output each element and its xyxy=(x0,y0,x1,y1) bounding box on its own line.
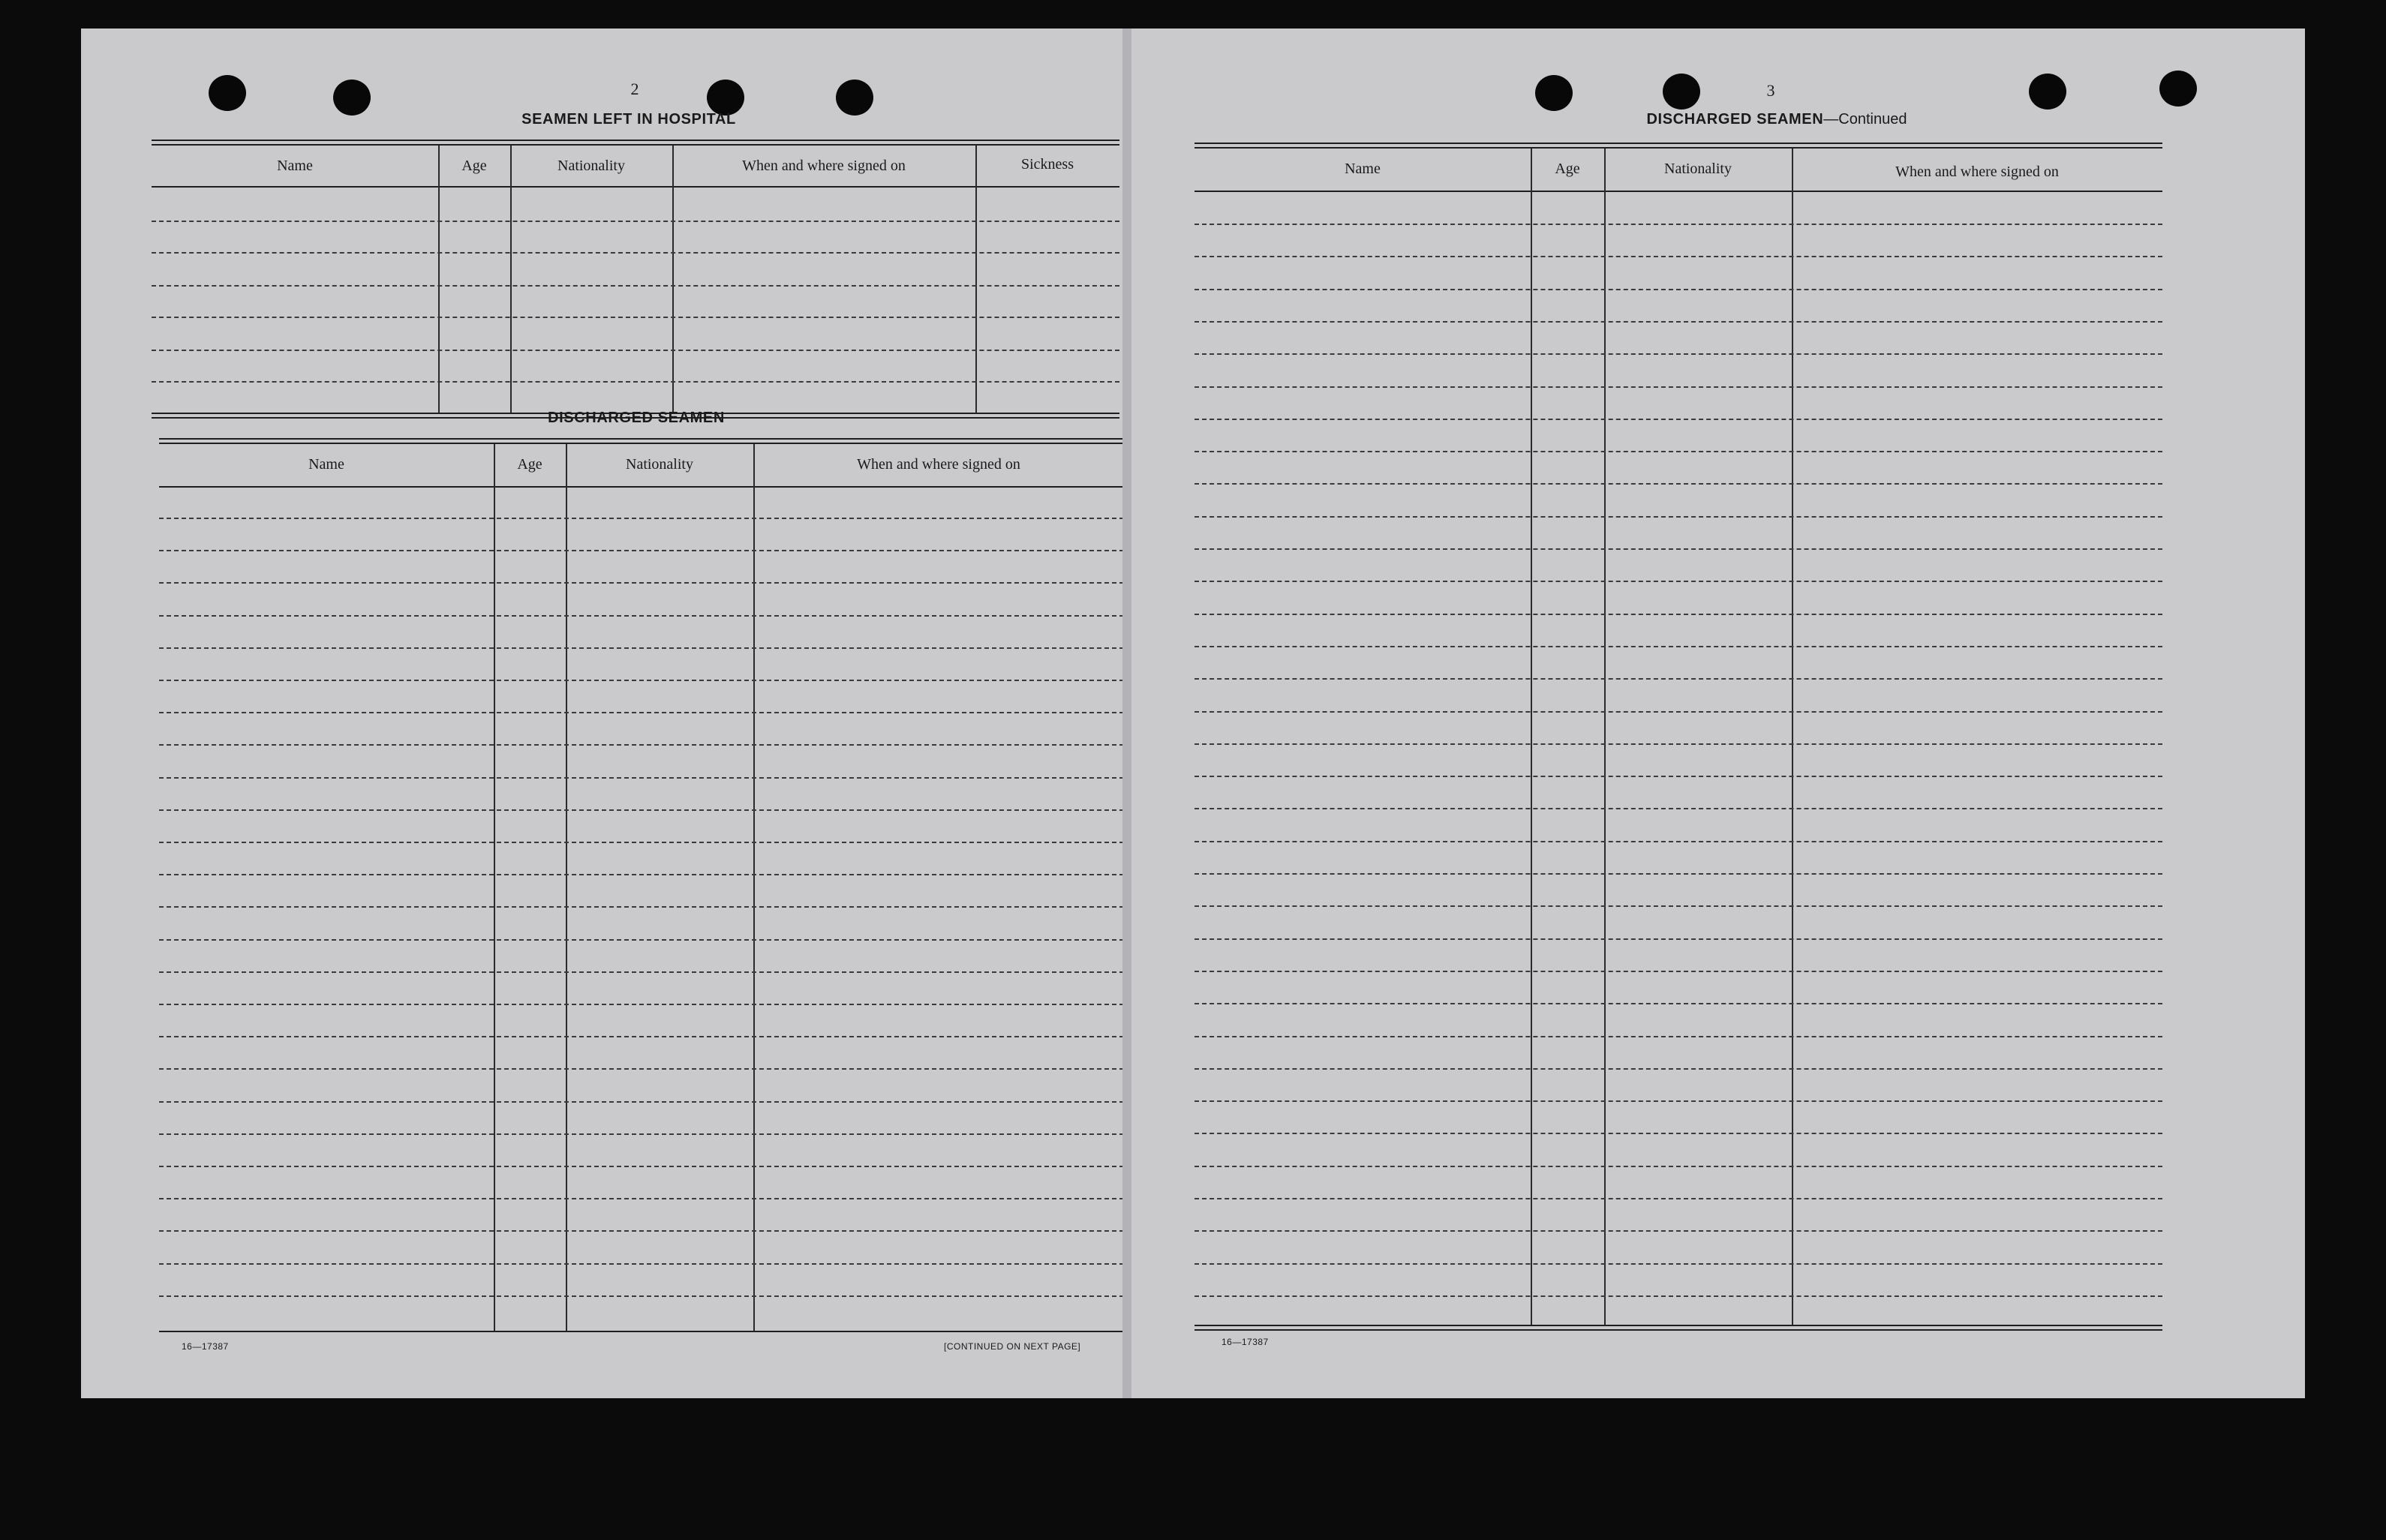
table-row xyxy=(1195,938,2162,940)
table-row xyxy=(159,939,1124,941)
table-row xyxy=(1195,1263,2162,1265)
punch-hole xyxy=(333,80,371,116)
table-row xyxy=(1195,1100,2162,1102)
table-row xyxy=(159,906,1124,908)
form-number: 16—17387 xyxy=(182,1341,229,1352)
page-gutter xyxy=(1122,29,1131,1398)
punch-hole xyxy=(707,80,744,116)
table-row xyxy=(159,1166,1124,1167)
table-row xyxy=(1195,1133,2162,1134)
table-row xyxy=(159,1230,1124,1232)
column-header-signed-on: When and where signed on xyxy=(742,158,906,174)
column-header-nationality: Nationality xyxy=(557,158,625,174)
table-row xyxy=(1195,451,2162,452)
table-row xyxy=(152,285,1119,287)
table-row xyxy=(1195,711,2162,713)
table-row xyxy=(159,680,1124,681)
table-row xyxy=(159,971,1124,973)
table-row xyxy=(159,744,1124,746)
column-header-age: Age xyxy=(1555,161,1580,177)
column-header-sickness: Sickness xyxy=(1021,156,1074,173)
column-header-name: Name xyxy=(1345,161,1381,177)
punch-hole xyxy=(2159,71,2197,107)
table-row xyxy=(1195,614,2162,615)
hospital-section-title: SEAMEN LEFT IN HOSPITAL xyxy=(521,111,736,128)
table-row xyxy=(159,550,1124,551)
table-row xyxy=(1195,321,2162,323)
table-row xyxy=(1195,419,2162,420)
page-number: 3 xyxy=(1766,81,1775,100)
table-row xyxy=(1195,256,2162,257)
column-header-name: Name xyxy=(308,456,344,473)
left-page xyxy=(81,29,1122,1398)
column-header-age: Age xyxy=(517,456,542,473)
discharged-section-title: DISCHARGED SEAMEN xyxy=(548,410,725,426)
table-row xyxy=(159,712,1124,713)
table-row xyxy=(1195,646,2162,647)
table-row xyxy=(159,874,1124,875)
table-row xyxy=(1195,581,2162,582)
table-row xyxy=(159,518,1124,519)
table-row xyxy=(1195,386,2162,388)
table-row xyxy=(1195,1003,2162,1004)
table-row xyxy=(159,1101,1124,1103)
table-row xyxy=(1195,841,2162,842)
table-row xyxy=(159,809,1124,811)
discharged-table xyxy=(159,438,1124,1335)
table-row xyxy=(159,1295,1124,1297)
table-row xyxy=(159,1133,1124,1135)
table-row xyxy=(1195,776,2162,777)
scanned-document xyxy=(81,29,2305,1398)
table-row xyxy=(1195,743,2162,745)
table-row xyxy=(1195,808,2162,809)
table-row xyxy=(159,1004,1124,1005)
table-row xyxy=(159,582,1124,584)
table-row xyxy=(1195,1068,2162,1070)
table-row xyxy=(159,1263,1124,1265)
discharged-continued-table xyxy=(1195,143,2162,1331)
page-number: 2 xyxy=(630,80,639,98)
table-row xyxy=(1195,1230,2162,1232)
table-row xyxy=(1195,353,2162,355)
table-row xyxy=(1195,224,2162,225)
table-row xyxy=(152,350,1119,351)
table-row xyxy=(1195,1166,2162,1167)
section-title: DISCHARGED SEAMEN xyxy=(1646,111,1824,128)
table-row xyxy=(152,252,1119,254)
column-header-signed-on: When and where signed on xyxy=(1895,164,2059,180)
table-row xyxy=(159,1198,1124,1199)
table-row xyxy=(1195,1295,2162,1297)
punch-hole xyxy=(836,80,873,116)
table-row xyxy=(159,1068,1124,1070)
table-row xyxy=(1195,548,2162,550)
punch-hole xyxy=(2029,74,2066,110)
discharged-continued-title xyxy=(1552,111,2002,128)
section-title-suffix: —Continued xyxy=(1823,111,1907,128)
form-number: 16—17387 xyxy=(1222,1337,1269,1347)
table-row xyxy=(1195,1036,2162,1037)
table-row xyxy=(1195,873,2162,875)
table-row xyxy=(1195,289,2162,290)
table-row xyxy=(152,221,1119,222)
hospital-table xyxy=(152,140,1119,420)
punch-hole xyxy=(1663,74,1700,110)
table-row xyxy=(159,1036,1124,1037)
table-row xyxy=(1195,516,2162,518)
punch-hole xyxy=(1535,75,1573,111)
table-row xyxy=(1195,905,2162,907)
table-row xyxy=(159,777,1124,779)
table-row xyxy=(1195,678,2162,680)
table-row xyxy=(1195,1198,2162,1199)
column-header-age: Age xyxy=(461,158,487,174)
table-row xyxy=(1195,483,2162,485)
column-header-nationality: Nationality xyxy=(1664,161,1732,177)
table-row xyxy=(1195,971,2162,972)
column-header-name: Name xyxy=(277,158,313,174)
table-row xyxy=(159,615,1124,617)
table-row xyxy=(152,381,1119,383)
continued-note: [CONTINUED ON NEXT PAGE] xyxy=(944,1341,1081,1352)
table-row xyxy=(152,317,1119,318)
punch-hole xyxy=(209,75,246,111)
right-page xyxy=(1131,29,2305,1398)
column-header-nationality: Nationality xyxy=(626,456,693,473)
table-row xyxy=(159,842,1124,843)
table-row xyxy=(159,647,1124,649)
column-header-signed-on: When and where signed on xyxy=(857,456,1020,473)
